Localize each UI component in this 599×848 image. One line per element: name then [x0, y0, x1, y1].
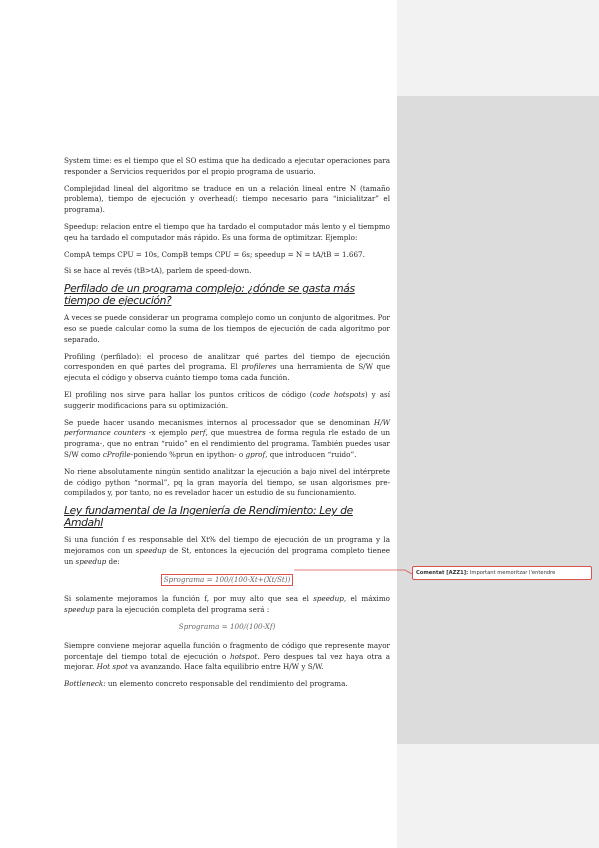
paragraph-hotspots: El profiling nos sirve para hallar los puntos críticos de código (code hotspots) y así suggerir modificacions para su optimización.: [64, 389, 391, 410]
paragraph-counters: Se puede hacer usando mecanismes internos al processador que se denominan H/W performance counters -x ejemplo perf, que muestrea de forma regula rle estado de un programa-, que no entran “ruido” en el rendimiento del programa. También puedes usar S/W como cProfile-poniendo %prun en ipython- o gprof, que introducen “ruido”.: [64, 417, 390, 459]
paragraph-profiling-def: Profiling (perfilado): el proceso de analitzar qué partes del tiempo de ejecución corresponden en qué partes del programa. El profileres una herramienta de S/W que ejecuta el código y observa cuánto tiempo toma cada función.: [64, 351, 391, 383]
paragraph-bottleneck: Bottleneck: un elemento concreto responsable del rendimiento del programa.: [64, 679, 348, 689]
paragraph-complex-program: A veces se puede considerar un programa complejo como un conjunto de algoritmes. Por eso se puede calcular como la suma de los tiempos de ejecución de cada algoritmo por separado.: [64, 313, 390, 344]
heading-profiling: Perfilado de un programa complejo: ¿dónde se gasta más tiempo de ejecución?: [64, 282, 355, 308]
document-body: [64, 156, 390, 696]
formula-speedup-text[interactable]: Sprograma = 100/(100-Xt+(Xt/St)): [161, 574, 294, 587]
formula-max-speedup: [64, 622, 390, 633]
paragraph-max-speedup: Si solamente mejoramos la función f, por muy alto que sea el speedup, el máximo speedup para la ejecución completa del programa será :: [64, 594, 390, 615]
paragraph-complexity: Complejidad lineal del algoritmo se traduce en un a relación lineal entre N (tamaño problema), tiempo de ejecución y overhead(: tiempo necesario para “inicialitzar” el programa).: [64, 183, 390, 215]
comment-margin-band: [397, 96, 599, 744]
paragraph-speed-down: Si se hace al revés (tB>tA), parlem de speed-down.: [64, 266, 252, 276]
paragraph-speedup: Speedup: relacion entre el tiempo que ha tardado el computador más lento y el tiempmo qeu ha tardado el computador más rápido. Es una forma de optimitzar. Ejemplo:: [64, 221, 390, 242]
paragraph-hotspot: Siempre conviene mejorar aquella función o fragmento de código que represente mayor porcentaje del tiempo total de ejecución o hotspot. Pero despues tal vez haya otra a mejorar. Hot spot va avanzando. Hace falta equilibrio entre H/W y S/W.: [64, 640, 390, 672]
comment-author: Comentat [AZZ1]:: [416, 570, 469, 576]
comment-balloon[interactable]: [412, 566, 592, 580]
paragraph-system-time: System time: es el tiempo que el SO estima que ha dedicado a ejecutar operaciones para responder a Servicios requeridos por el propio programa de usuario.: [64, 156, 390, 176]
formula-speedup: [64, 574, 390, 587]
paragraph-python: No riene absolutamente ningún sentido analitzar la ejecución a bajo nivel del intérprete de código python “normal”, pq la gran mayoría del tiempo, se usan algorismes pre-compilados y, por tanto, no es revelador hacer un estudio de su funcionamiento.: [64, 466, 390, 498]
formula-max-speedup-text: Sprograma = 100/(100-Xf): [178, 621, 276, 631]
heading-amdahl: Ley fundamental de la Ingeniería de Rendimiento: Ley de Amdahl: [64, 504, 353, 530]
comment-text: Important memoritzar l'entendre: [469, 570, 556, 576]
paragraph-amdahl: Si una función f es responsable del Xt% del tiempo de ejecución de un programa y la mejoramos con un speedup de St, entonces la ejecución del programa completo tienee un speedup de:: [64, 535, 390, 566]
paragraph-example: CompA temps CPU = 10s, CompB temps CPU = 6s; speedup = N = tA/tB = 1.667.: [64, 249, 365, 259]
